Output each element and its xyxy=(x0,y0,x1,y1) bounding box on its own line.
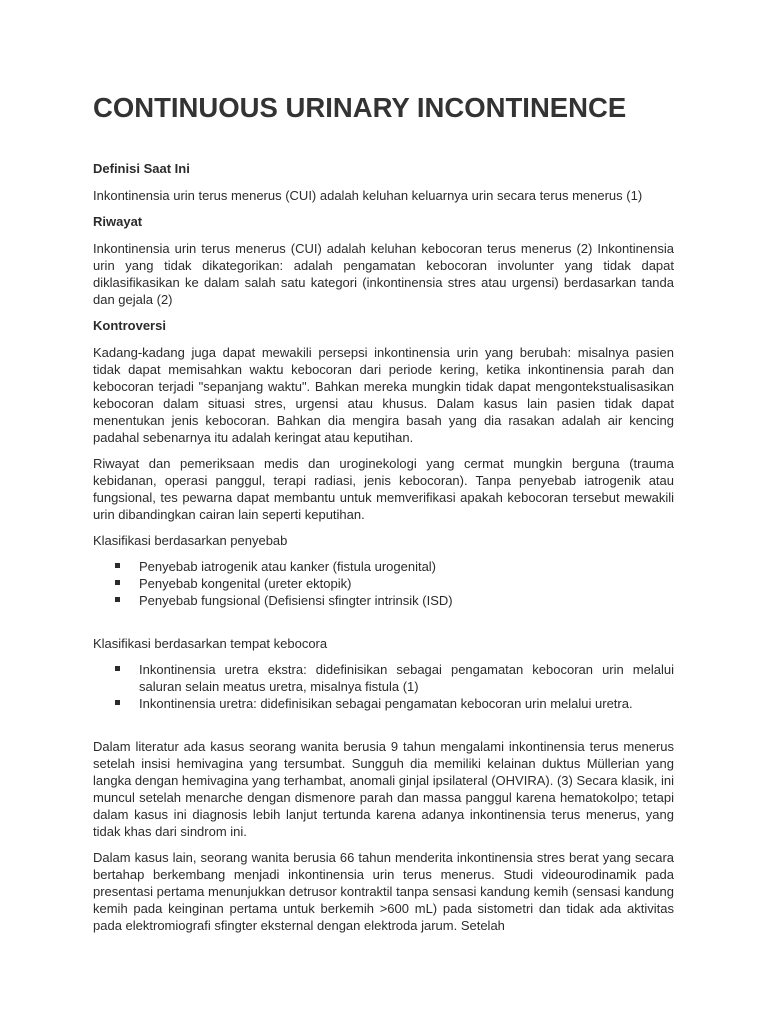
bullet-icon xyxy=(115,597,120,602)
list-item xyxy=(93,592,674,609)
list-item xyxy=(93,661,674,695)
list-item-text: Inkontinensia uretra ekstra: didefinisikan sebagai pengamatan kebocoran urin melalui saluran selain meatus uretra, misalnya fistula (1) xyxy=(139,662,674,694)
bullet-icon xyxy=(115,563,120,568)
bullet-icon xyxy=(115,580,120,585)
heading-definisi: Definisi Saat Ini xyxy=(93,161,190,176)
list-item-text: Penyebab fungsional (Defisiensi sfingter intrinsik (ISD) xyxy=(139,593,453,608)
paragraph-kontroversi-2: Riwayat dan pemeriksaan medis dan uroginekologi yang cermat mungkin berguna (trauma kebidanan, operasi panggul, terapi radiasi, jenis kebocoran). Tanpa penyebab iatrogenik atau fungsional, tes pewarna dapat membantu untuk memverifikasi apakah kebocoran tersebut mewakili urin dibandingkan cairan lain seperti keputihan. xyxy=(93,456,674,522)
bullet-icon xyxy=(115,666,120,671)
spacer xyxy=(93,721,674,738)
paragraph-kasus-2: Dalam kasus lain, seorang wanita berusia 66 tahun menderita inkontinensia stres berat yang secara bertahap berkembang menjadi inkontinensia urin terus menerus. Studi videourodinamik pada presentasi pertama menunjukkan detrusor kontraktil tanpa sensasi kandung kemih (sensasi kandung kemih pada keinginan pertama untuk berkemih >600 mL) pada sistometri dan tidak ada aktivitas pada elektromiografi sfingter eksternal dengan elektroda jarum. Setelah xyxy=(93,850,674,933)
page-title: CONTINUOUS URINARY INCONTINENCE xyxy=(93,92,627,123)
list-item xyxy=(93,575,674,592)
klasifikasi-penyebab-intro: Klasifikasi berdasarkan penyebab xyxy=(93,533,288,548)
heading-kontroversi: Kontroversi xyxy=(93,318,166,333)
spacer xyxy=(93,618,674,635)
paragraph-definisi: Inkontinensia urin terus menerus (CUI) adalah keluhan keluarnya urin secara terus menerus (1) xyxy=(93,188,643,203)
list-klasifikasi-tempat xyxy=(93,661,674,712)
klasifikasi-tempat-intro: Klasifikasi berdasarkan tempat kebocora xyxy=(93,636,328,651)
list-item xyxy=(93,695,674,712)
paragraph-kontroversi-1: Kadang-kadang juga dapat mewakili persepsi inkontinensia urin yang berubah: misalnya pasien tidak dapat memisahkan waktu kebocoran dari periode kering, ketika inkontinensia parah dan kebocoran terjadi "sepanjang waktu". Bahkan mereka mungkin tidak dapat mengontekstualisasikan kebocoran dalam situasi stres, urgensi atau khusus. Dalam kasus lain pasien tidak dapat menentukan jenis kebocoran. Bahkan dia mengira basah yang dia rasakan adalah air kencing padahal sebenarnya itu adalah keringat atau keputihan. xyxy=(93,345,674,445)
list-item-text: Inkontinensia uretra: didefinisikan sebagai pengamatan kebocoran urin melalui uretra. xyxy=(139,696,633,711)
document-page xyxy=(93,90,674,943)
list-item-text: Penyebab kongenital (ureter ektopik) xyxy=(139,576,352,591)
list-klasifikasi-penyebab xyxy=(93,558,674,609)
paragraph-kasus-1: Dalam literatur ada kasus seorang wanita berusia 9 tahun mengalami inkontinensia terus menerus setelah insisi hemivagina yang tersumbat. Sungguh dia memiliki kelainan duktus Müllerian yang langka dengan hemivagina yang terhambat, anomali ginjal ipsilateral (OHVIRA). (3) Secara klasik, ini muncul setelah menarche dengan dismenore parah dan massa panggul karena hematokolpo; tetapi dalam kasus ini diagnosis lebih lanjut tertunda karena adanya inkontinensia terus menerus, yang tidak khas dari sindrom ini. xyxy=(93,739,674,839)
bullet-icon xyxy=(115,700,120,705)
paragraph-riwayat: Inkontinensia urin terus menerus (CUI) adalah keluhan kebocoran terus menerus (2) Inkontinensia urin yang tidak dikategorikan: adalah pengamatan kebocoran involunter yang tidak dapat diklasifikasikan ke dalam salah satu kategori (inkontinensia stres atau urgensi) berdasarkan tanda dan gejala (2) xyxy=(93,241,674,307)
list-item xyxy=(93,558,674,575)
list-item-text: Penyebab iatrogenik atau kanker (fistula urogenital) xyxy=(139,559,437,574)
heading-riwayat: Riwayat xyxy=(93,214,143,229)
